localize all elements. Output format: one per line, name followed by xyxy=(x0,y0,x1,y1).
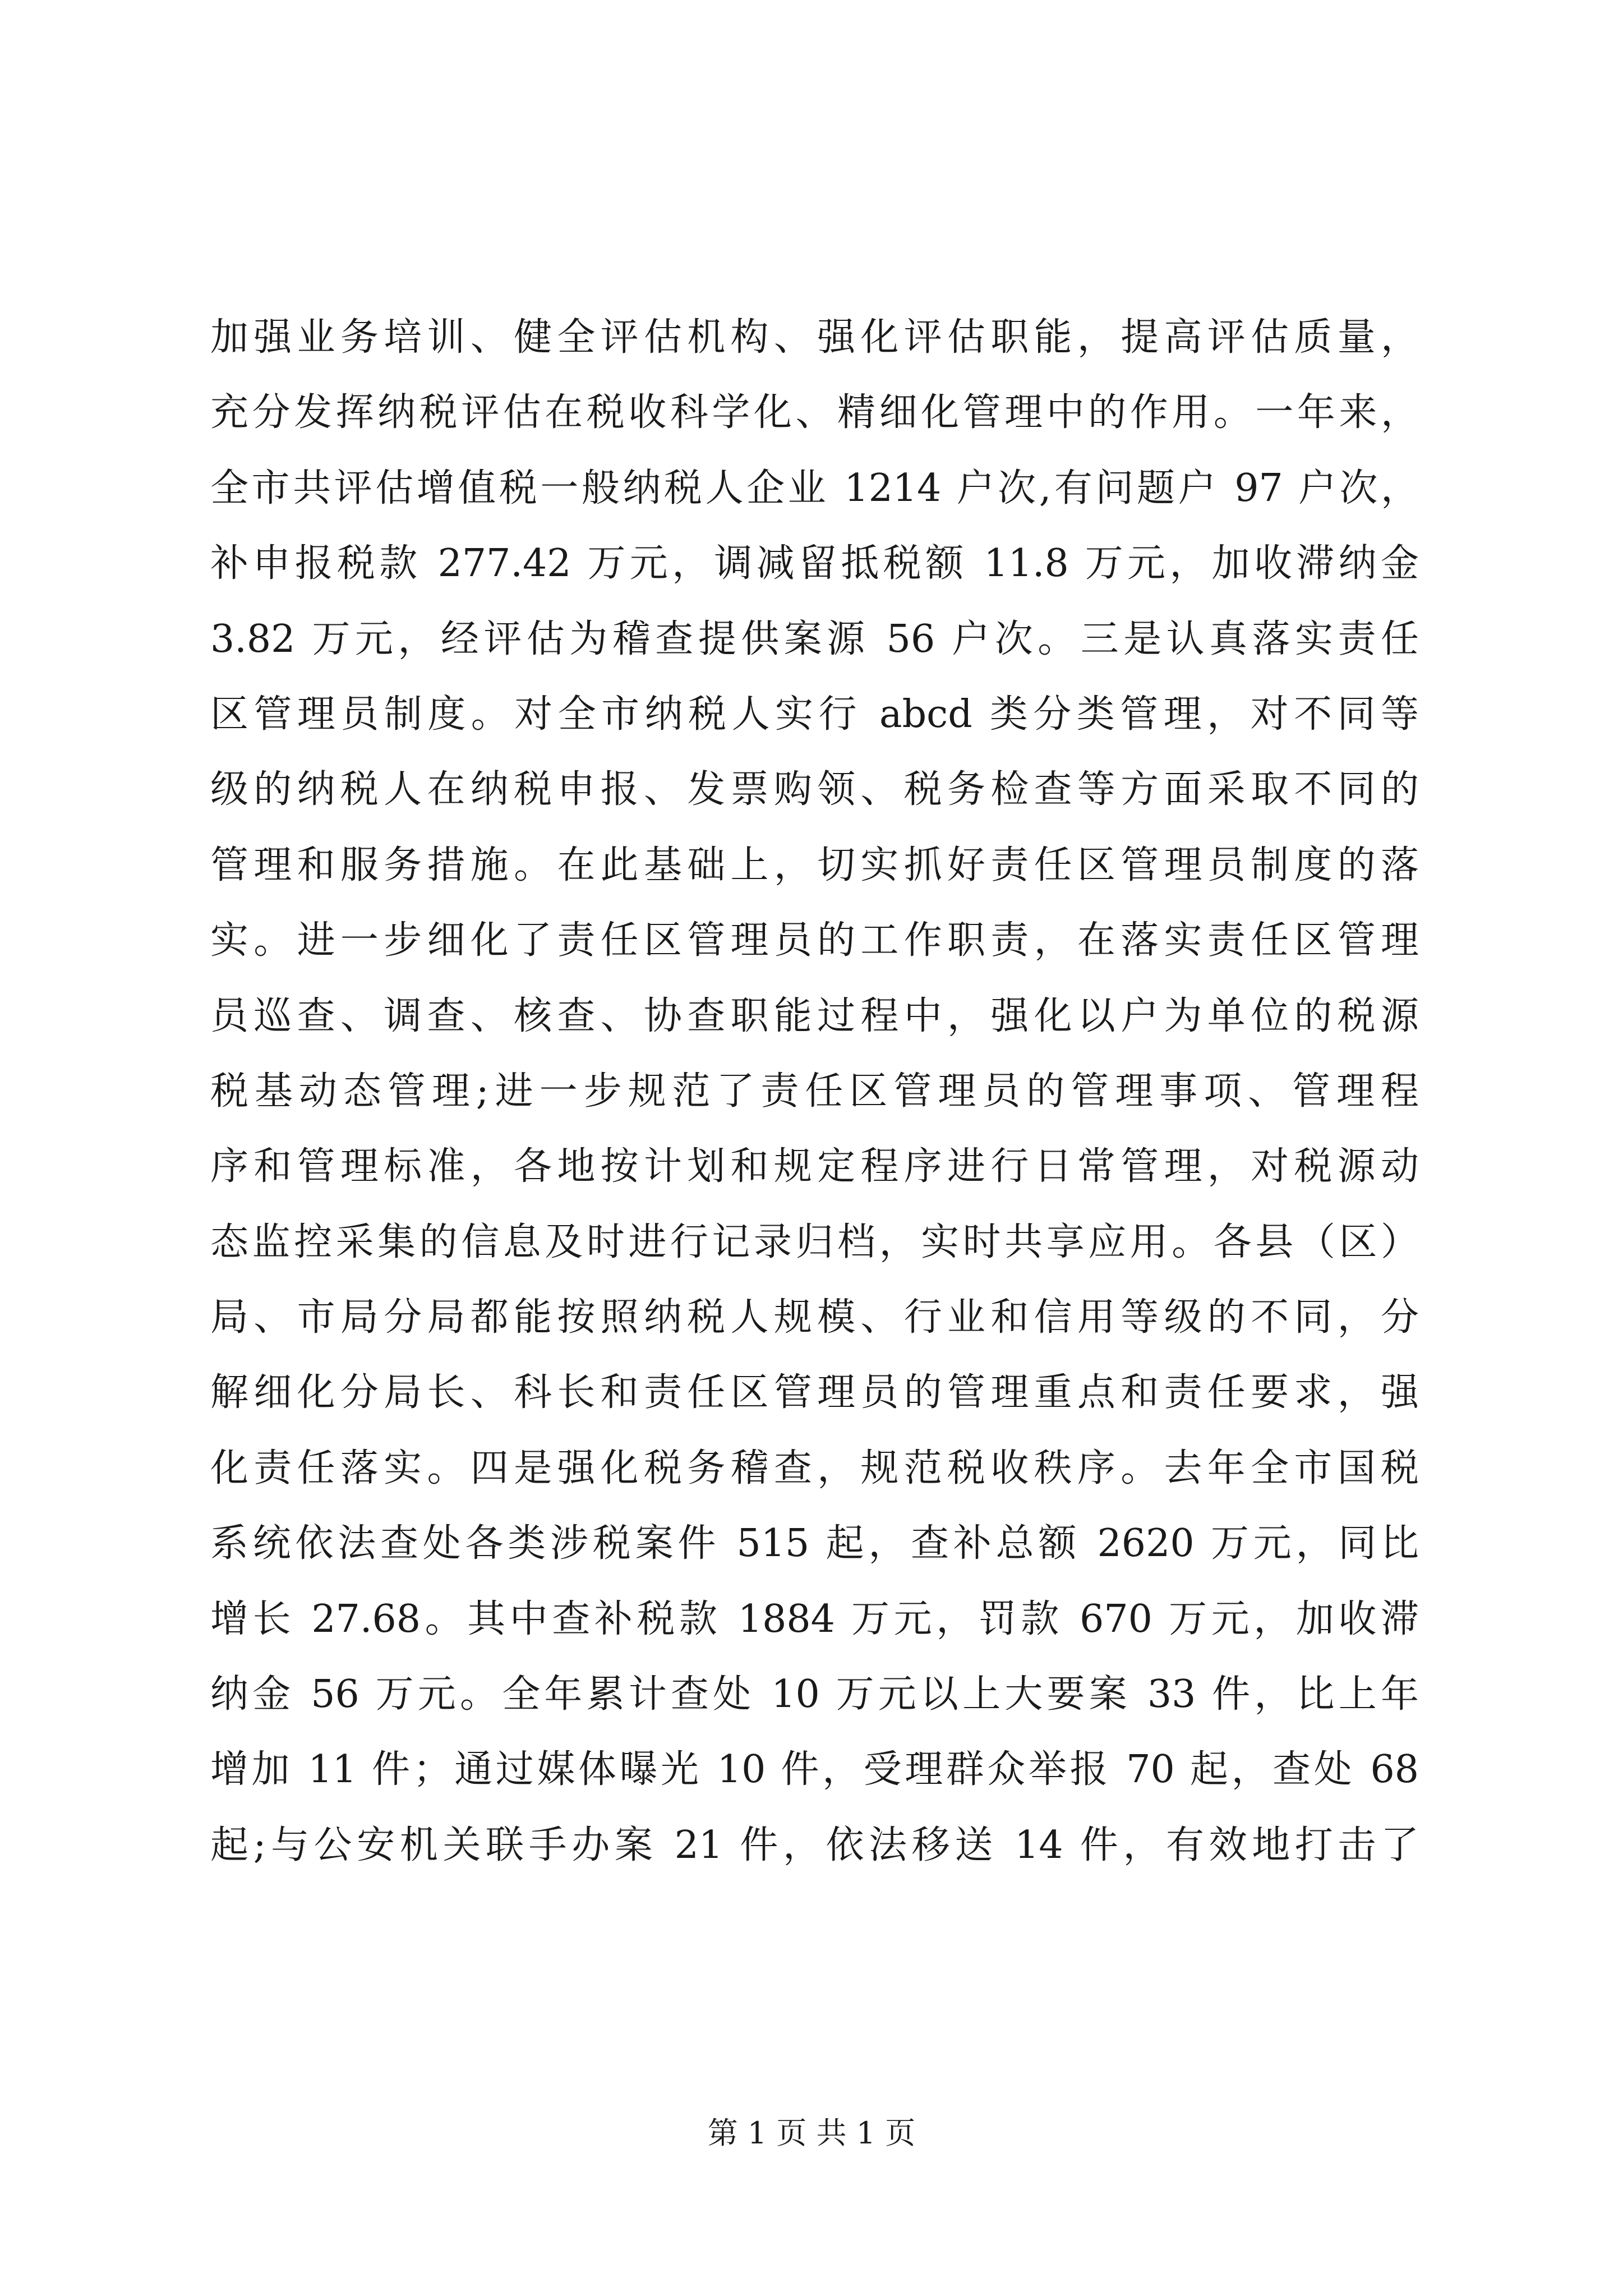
text-line-15: 解细化分局长、科长和责任区管理员的管理重点和责任要求，强 xyxy=(210,1370,1419,1415)
text-line-8: 管理和服务措施。在此基础上，切实抓好责任区管理员制度的落 xyxy=(210,843,1419,887)
text-line-5: 3.82 万元，经评估为稽查提供案源 56 户次。三是认真落实责任 xyxy=(210,616,1419,661)
text-line-19: 纳金 56 万元。全年累计查处 10 万元以上大要案 33 件，比上年 xyxy=(210,1672,1419,1717)
text-line-17: 系统依法查处各类涉税案件 515 起，查补总额 2620 万元，同比 xyxy=(210,1521,1419,1566)
text-line-21: 起;与公安机关联手办案 21 件，依法移送 14 件，有效地打击了 xyxy=(210,1823,1419,1867)
text-line-10: 员巡查、调查、核查、协查职能过程中，强化以户为单位的税源 xyxy=(210,993,1419,1038)
text-line-9: 实。进一步细化了责任区管理员的工作职责，在落实责任区管理 xyxy=(210,918,1419,963)
text-line-18: 增长 27.68。其中查补税款 1884 万元，罚款 670 万元，加收滞 xyxy=(210,1596,1419,1641)
text-line-7: 级的纳税人在纳税申报、发票购领、税务检查等方面采取不同的 xyxy=(210,767,1419,812)
text-line-4: 补申报税款 277.42 万元，调减留抵税额 11.8 万元，加收滞纳金 xyxy=(210,541,1419,586)
text-line-13: 态监控采集的信息及时进行记录归档，实时共享应用。各县（区） xyxy=(210,1220,1419,1264)
text-line-2: 充分发挥纳税评估在税收科学化、精细化管理中的作用。一年来， xyxy=(210,390,1419,435)
text-line-12: 序和管理标准，各地按计划和规定程序进行日常管理，对税源动 xyxy=(210,1144,1419,1189)
body-text xyxy=(210,300,1419,1883)
text-line-6: 区管理员制度。对全市纳税人实行 abcd 类分类管理，对不同等 xyxy=(210,692,1419,737)
text-line-14: 局、市局分局都能按照纳税人规模、行业和信用等级的不同，分 xyxy=(210,1295,1419,1340)
page-number-label: 第 1 页 共 1 页 xyxy=(707,2115,916,2151)
text-line-3: 全市共评估增值税一般纳税人企业 1214 户次,有问题户 97 户次， xyxy=(210,466,1419,510)
page-footer xyxy=(0,2114,1623,2153)
text-line-1: 加强业务培训、健全评估机构、强化评估职能，提高评估质量， xyxy=(210,315,1419,360)
text-line-20: 增加 11 件；通过媒体曝光 10 件，受理群众举报 70 起，查处 68 xyxy=(210,1747,1419,1792)
text-line-16: 化责任落实。四是强化税务稽查，规范税收秩序。去年全市国税 xyxy=(210,1446,1419,1490)
text-line-11: 税基动态管理;进一步规范了责任区管理员的管理事项、管理程 xyxy=(210,1069,1419,1114)
